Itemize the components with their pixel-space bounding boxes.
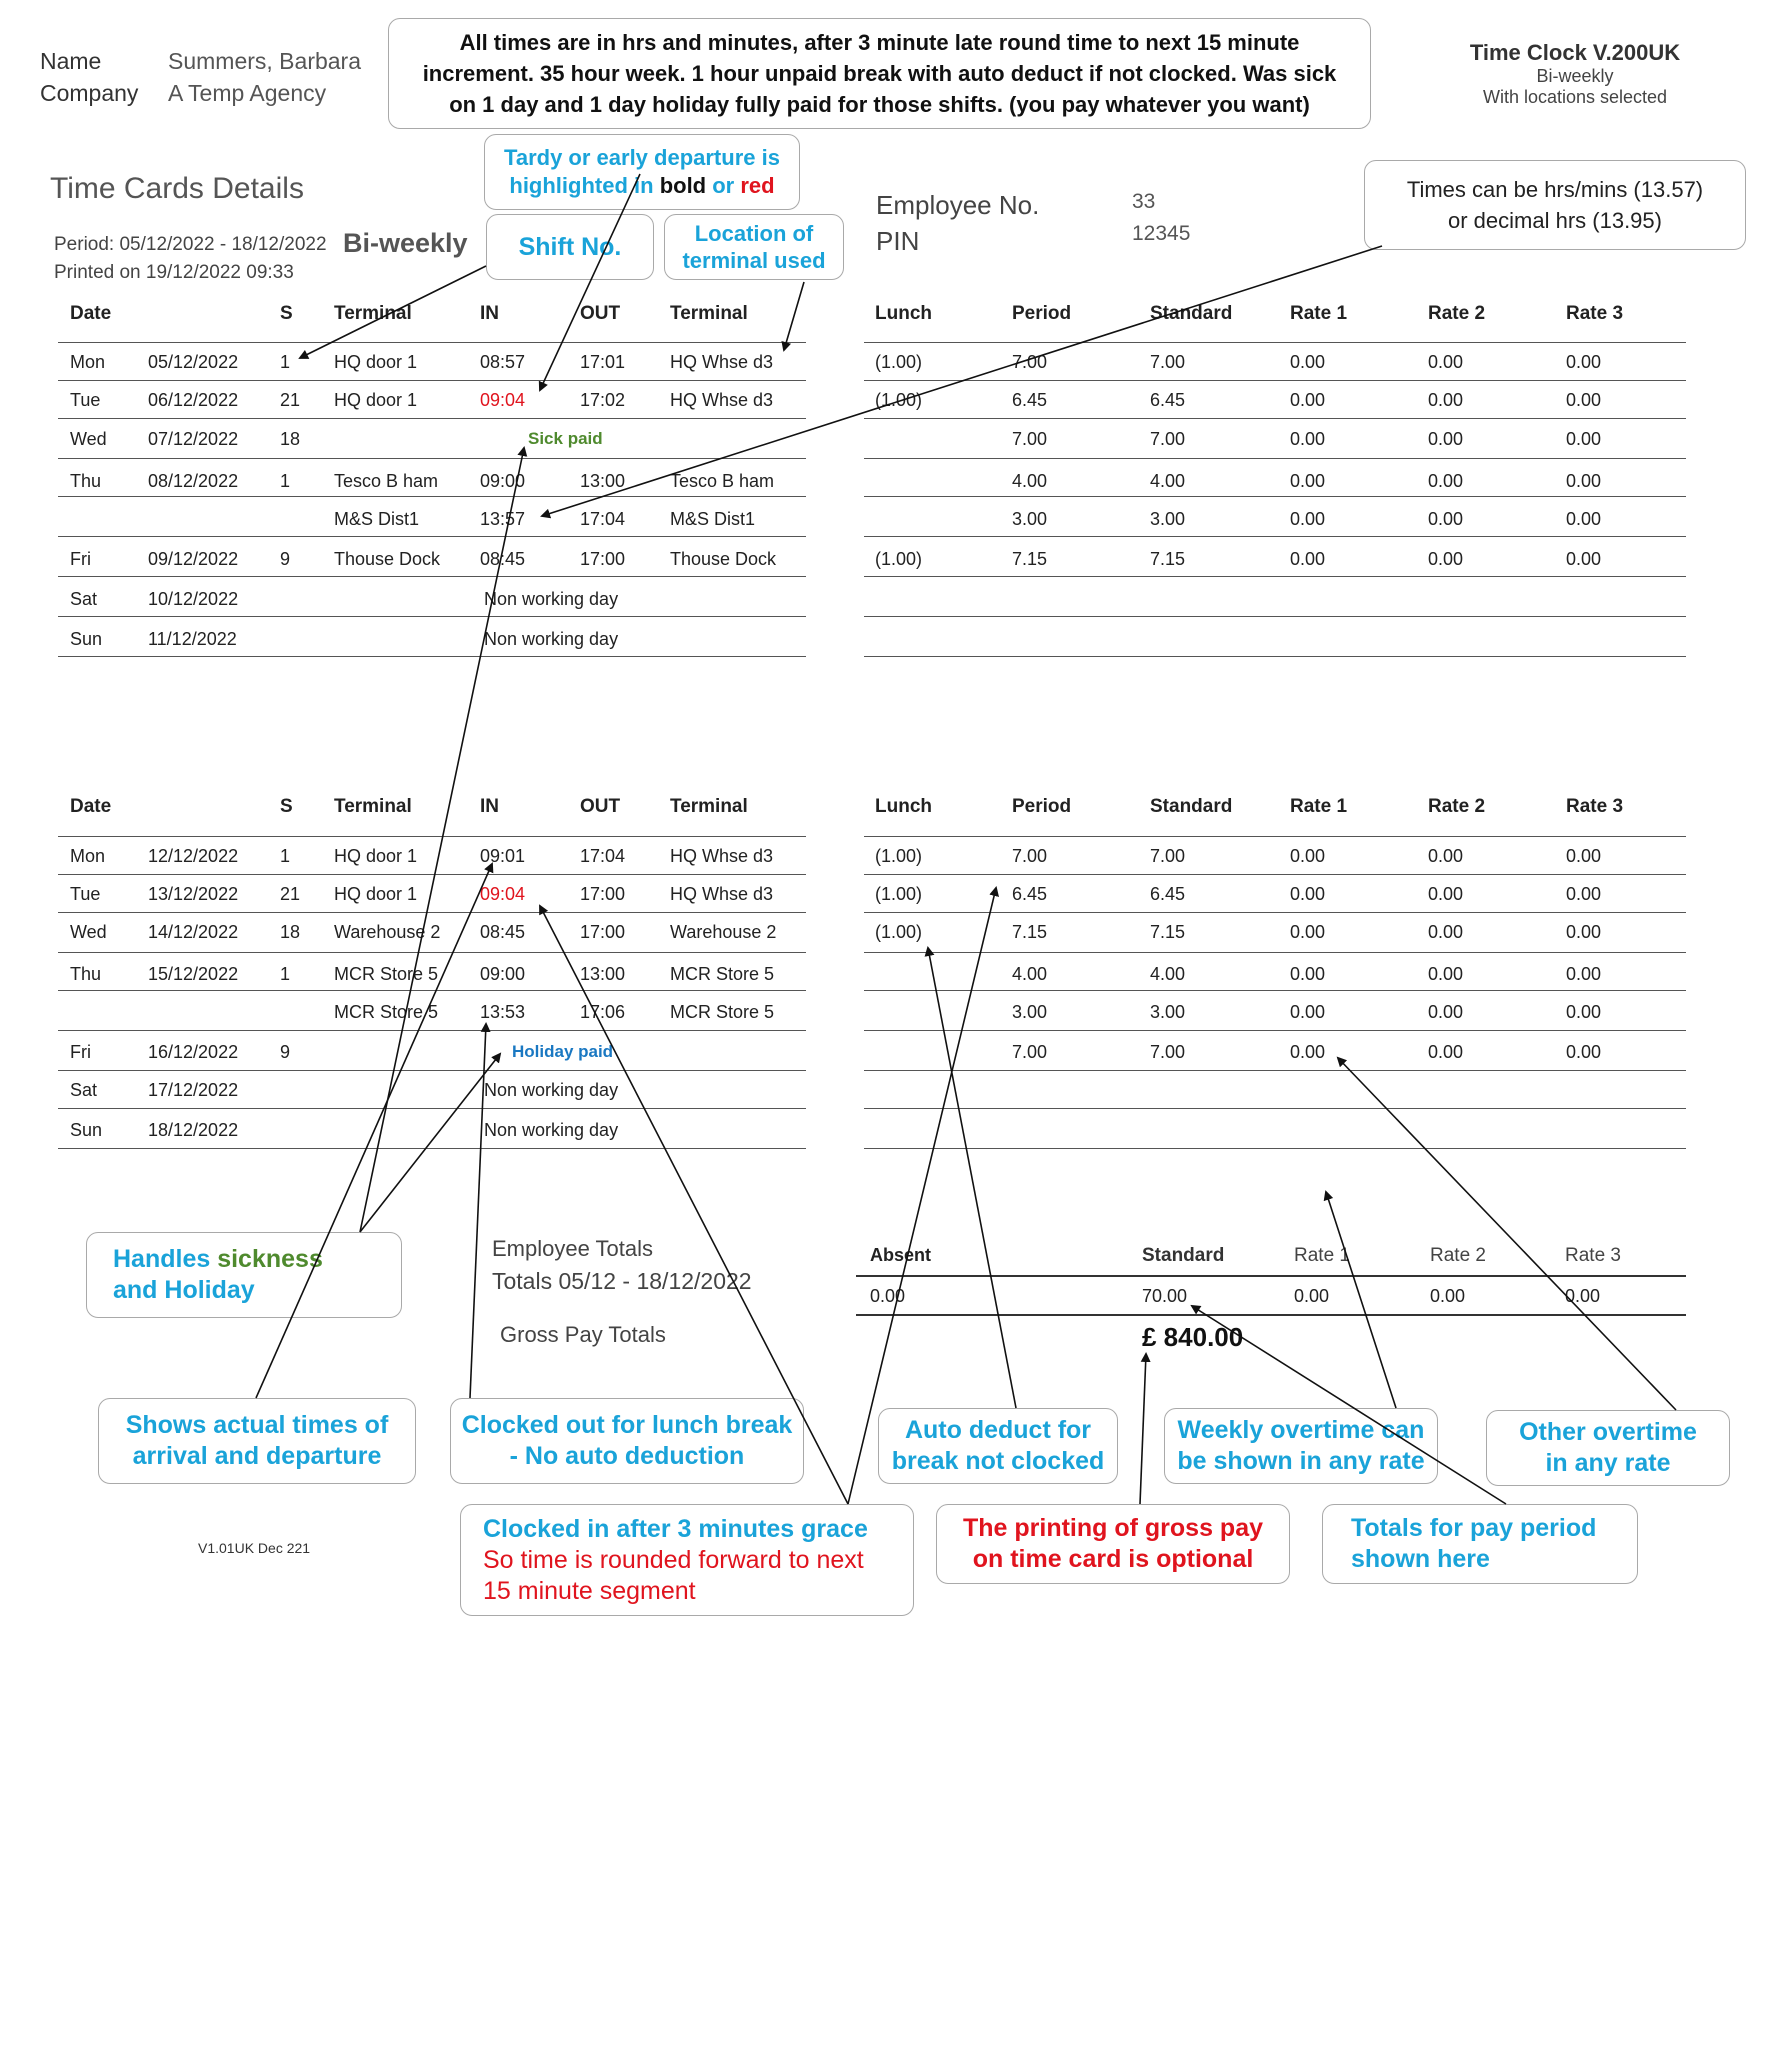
frequency-label: Bi-weekly (343, 228, 468, 258)
week2-cell-period: 6.45 (1012, 884, 1048, 904)
week2-head-left-0: Date (70, 796, 112, 817)
week1-cell-note: Non working day (484, 589, 619, 609)
week2-head-right-5: Rate 3 (1566, 796, 1624, 817)
week2-cell-period: 7.00 (1012, 1042, 1048, 1062)
week1-head-left-0: Date (70, 303, 112, 324)
totals-absent: 0.00 (870, 1286, 906, 1306)
callout-gross-line1: The printing of gross pay (962, 1514, 1263, 1542)
week1-head-right-4: Rate 2 (1428, 303, 1486, 324)
week1-cell-day: Fri (70, 549, 91, 569)
week2-cell-standard: 6.45 (1150, 884, 1186, 904)
totals-range: Totals 05/12 - 18/12/2022 (492, 1268, 752, 1294)
week1-cell-out: 17:02 (580, 390, 626, 410)
week1-cell-standard: 3.00 (1150, 509, 1186, 529)
week1-cell-period: 7.00 (1012, 429, 1048, 449)
callout-weekly-line2: be shown in any rate (1177, 1447, 1425, 1475)
arrow-shift (300, 266, 486, 358)
week2-cell-in: 09:00 (480, 964, 526, 984)
week2-cell-lunch: (1.00) (875, 884, 923, 904)
callout-lunch-line1: Clocked out for lunch break (461, 1411, 793, 1439)
week1-cell-date: 09/12/2022 (148, 549, 239, 569)
week1-cell-in: 08:57 (480, 352, 526, 372)
week1-cell-period: 7.15 (1012, 549, 1048, 569)
week1-cell-s: 9 (280, 549, 291, 569)
week2-cell-lunch: (1.00) (875, 846, 923, 866)
callout-times-line2: or decimal hrs (13.95) (1448, 208, 1662, 233)
printed-text: Printed on 19/12/2022 09:33 (54, 262, 294, 283)
totals-col-r1: Rate 1 (1294, 1245, 1350, 1266)
week1-head-right-3: Rate 1 (1290, 303, 1348, 324)
sick-text-b: sickness (217, 1245, 323, 1273)
week2-cell-in: 08:45 (480, 922, 526, 942)
week2-cell-s: 21 (280, 884, 301, 904)
week1-cell-period: 4.00 (1012, 471, 1048, 491)
week2-cell-t_in: HQ door 1 (334, 846, 418, 866)
week2-head-left-1: S (280, 796, 293, 817)
pin-value: 12345 (1132, 222, 1191, 245)
week2-cell-standard: 3.00 (1150, 1002, 1186, 1022)
week1-cell-r1: 0.00 (1290, 549, 1326, 569)
week1-cell-day: Sun (70, 629, 103, 649)
arrow-tardy (540, 174, 640, 390)
week2-cell-r2: 0.00 (1428, 922, 1464, 942)
week2-cell-s: 18 (280, 922, 301, 942)
week1-cell-in: 09:04 (480, 390, 526, 410)
week1-head-left-3: IN (480, 303, 499, 324)
callout-other-line2: in any rate (1545, 1449, 1671, 1477)
week1-head-left-5: Terminal (670, 303, 748, 324)
week1-cell-s: 1 (280, 471, 291, 491)
arrow-grace-2 (848, 888, 996, 1504)
week1-cell-standard: 6.45 (1150, 390, 1186, 410)
week1-cell-standard: 7.00 (1150, 352, 1186, 372)
week1-cell-note: Non working day (484, 629, 619, 649)
notice-line-1: All times are in hrs and minutes, after 3 minute late round time to next 15 minute (459, 30, 1300, 55)
week2-cell-in: 09:01 (480, 846, 526, 866)
week1-cell-r3: 0.00 (1566, 390, 1602, 410)
week2-cell-standard: 4.00 (1150, 964, 1186, 984)
callout-other-line1: Other overtime (1519, 1418, 1697, 1446)
week2-cell-r3: 0.00 (1566, 884, 1602, 904)
week2-cell-r1: 0.00 (1290, 1002, 1326, 1022)
week2-cell-t_in: MCR Store 5 (334, 1002, 439, 1022)
callout-gross-line2: on time card is optional (972, 1545, 1254, 1573)
page-title: Time Cards Details (50, 172, 304, 205)
sick-text-a: Handles (113, 1245, 218, 1273)
pin-label: PIN (876, 226, 920, 256)
week2-cell-date: 15/12/2022 (148, 964, 239, 984)
arrow-grace-1 (540, 906, 848, 1504)
period-text: Period: 05/12/2022 - 18/12/2022 (54, 234, 327, 255)
employee-no-label: Employee No. (876, 190, 1040, 220)
notice-line-3: on 1 day and 1 day holiday fully paid for those shifts. (you pay whatever you want) (449, 92, 1310, 117)
week1-cell-r2: 0.00 (1428, 352, 1464, 372)
week1-head-left-1: S (280, 303, 293, 324)
product-name: Time Clock V.200UK (1469, 40, 1681, 65)
week1-head-right-2: Standard (1150, 303, 1233, 324)
week2-cell-in: 13:53 (480, 1002, 526, 1022)
week2-cell-r2: 0.00 (1428, 1002, 1464, 1022)
arrow-totals (1192, 1306, 1506, 1504)
arrow-location (784, 282, 804, 350)
week2-cell-r3: 0.00 (1566, 922, 1602, 942)
week1-cell-in: 13:57 (480, 509, 526, 529)
notice-line-2: increment. 35 hour week. 1 hour unpaid break with auto deduct if not clocked. Was sick (422, 61, 1337, 86)
week1-cell-r3: 0.00 (1566, 429, 1602, 449)
callout-location-line1: Location of (694, 221, 814, 246)
week2-head-right-4: Rate 2 (1428, 796, 1486, 817)
week2-cell-date: 12/12/2022 (148, 846, 239, 866)
week2-cell-t_out: HQ Whse d3 (670, 884, 774, 904)
arrow-lunch (470, 1024, 486, 1398)
week1-cell-t_out: Tesco B ham (670, 471, 775, 491)
week1-cell-day: Thu (70, 471, 102, 491)
week2-cell-day: Tue (70, 884, 101, 904)
week2-cell-r2: 0.00 (1428, 964, 1464, 984)
week1-cell-t_out: M&S Dist1 (670, 509, 756, 529)
totals-standard: 70.00 (1142, 1286, 1188, 1306)
totals-r2: 0.00 (1430, 1286, 1466, 1306)
week2-cell-standard: 7.00 (1150, 846, 1186, 866)
week1-cell-t_in: Thouse Dock (334, 549, 441, 569)
totals-col-r2: Rate 2 (1430, 1245, 1486, 1266)
arrow-sick-1 (360, 448, 524, 1232)
week2-cell-s: 1 (280, 964, 291, 984)
week1-cell-date: 11/12/2022 (148, 629, 237, 649)
week2-cell-lunch: (1.00) (875, 922, 923, 942)
week2-cell-t_in: MCR Store 5 (334, 964, 439, 984)
week2-cell-note: Non working day (484, 1120, 619, 1140)
arrow-gross (1140, 1354, 1146, 1504)
week1-cell-lunch: (1.00) (875, 390, 923, 410)
week2-cell-out: 17:04 (580, 846, 626, 866)
totals-col-r3: Rate 3 (1565, 1245, 1621, 1266)
callout-sickness-line2: and Holiday (113, 1276, 255, 1304)
product-sub1: Bi-weekly (1536, 66, 1614, 86)
week2-cell-t_out: Warehouse 2 (670, 922, 777, 942)
callout-times-line1: Times can be hrs/mins (13.57) (1406, 177, 1704, 202)
week2-head-left-2: Terminal (334, 796, 412, 817)
week2-cell-day: Thu (70, 964, 102, 984)
week2-cell-period: 4.00 (1012, 964, 1048, 984)
week1-head-right-1: Period (1012, 303, 1072, 324)
week1-cell-r2: 0.00 (1428, 509, 1464, 529)
week2-cell-s: 1 (280, 846, 291, 866)
week2-cell-s: 9 (280, 1042, 291, 1062)
week1-cell-s: 18 (280, 429, 301, 449)
employee-no-value: 33 (1132, 190, 1156, 213)
week1-cell-date: 05/12/2022 (148, 352, 239, 372)
arrow-auto (928, 948, 1016, 1408)
week1-head-left-2: Terminal (334, 303, 412, 324)
week2-cell-date: 16/12/2022 (148, 1042, 239, 1062)
arrow-times (542, 246, 1382, 516)
week1-cell-standard: 7.15 (1150, 549, 1186, 569)
week1-cell-date: 06/12/2022 (148, 390, 239, 410)
arrow-other (1338, 1058, 1676, 1410)
week1-cell-r2: 0.00 (1428, 549, 1464, 569)
week2-cell-t_out: HQ Whse d3 (670, 846, 774, 866)
week2-head-left-3: IN (480, 796, 499, 817)
week1-cell-day: Sat (70, 589, 98, 609)
company-label: Company (40, 80, 139, 106)
week1-cell-day: Tue (70, 390, 101, 410)
name-value: Summers, Barbara (168, 48, 362, 74)
week1-cell-r3: 0.00 (1566, 549, 1602, 569)
week2-head-right-2: Standard (1150, 796, 1233, 817)
week2-cell-out: 17:00 (580, 922, 626, 942)
week1-cell-t_out: HQ Whse d3 (670, 390, 774, 410)
week2-cell-r3: 0.00 (1566, 846, 1602, 866)
tardy-text-a: highlighted in (509, 173, 660, 198)
week1-cell-note: Sick paid (528, 429, 603, 448)
gross-pay-label: Gross Pay Totals (500, 1322, 666, 1347)
week1-cell-r2: 0.00 (1428, 429, 1464, 449)
week2-cell-r2: 0.00 (1428, 1042, 1464, 1062)
week1-cell-s: 1 (280, 352, 291, 372)
week1-cell-r3: 0.00 (1566, 471, 1602, 491)
week1-cell-date: 07/12/2022 (148, 429, 239, 449)
week2-cell-r1: 0.00 (1290, 884, 1326, 904)
week2-head-right-3: Rate 1 (1290, 796, 1348, 817)
week2-cell-r1: 0.00 (1290, 846, 1326, 866)
callout-auto-line2: break not clocked (891, 1447, 1105, 1475)
week2-cell-period: 3.00 (1012, 1002, 1048, 1022)
week2-cell-r3: 0.00 (1566, 1002, 1602, 1022)
callout-lunch-line2: - No auto deduction (509, 1442, 745, 1470)
name-label: Name (40, 48, 102, 74)
week2-cell-r2: 0.00 (1428, 846, 1464, 866)
week2-cell-standard: 7.00 (1150, 1042, 1186, 1062)
week1-cell-in: 09:00 (480, 471, 526, 491)
employee-totals-heading: Employee Totals (492, 1236, 654, 1261)
arrow-actual (256, 864, 492, 1398)
callout-actual-line1: Shows actual times of (125, 1411, 389, 1439)
week1-cell-r1: 0.00 (1290, 509, 1326, 529)
week2-head-left-5: Terminal (670, 796, 748, 817)
week1-cell-t_in: HQ door 1 (334, 352, 418, 372)
product-sub2: With locations selected (1482, 87, 1668, 107)
week1-cell-day: Wed (70, 429, 107, 449)
week1-cell-out: 17:00 (580, 549, 626, 569)
week1-cell-standard: 7.00 (1150, 429, 1186, 449)
week2-cell-t_out: MCR Store 5 (670, 1002, 775, 1022)
week2-cell-date: 18/12/2022 (148, 1120, 239, 1140)
arrow-weekly (1326, 1192, 1396, 1408)
callout-grace-line3: 15 minute segment (483, 1576, 696, 1605)
footer-version: V1.01UK Dec 221 (198, 1540, 311, 1556)
week2-cell-t_in: HQ door 1 (334, 884, 418, 904)
callout-location-line2: terminal used (682, 248, 826, 273)
week1-cell-s: 21 (280, 390, 301, 410)
week1-cell-t_out: Thouse Dock (670, 549, 777, 569)
week2-cell-day: Sun (70, 1120, 103, 1140)
week2-cell-r3: 0.00 (1566, 964, 1602, 984)
week2-cell-note: Holiday paid (512, 1042, 614, 1061)
callout-tardy-line1: Tardy or early departure is (504, 145, 780, 170)
week1-cell-r3: 0.00 (1566, 509, 1602, 529)
callout-totals-line2: shown here (1351, 1545, 1490, 1573)
week2-cell-day: Mon (70, 846, 106, 866)
week1-cell-r1: 0.00 (1290, 471, 1326, 491)
week2-cell-out: 13:00 (580, 964, 626, 984)
totals-r3: 0.00 (1565, 1286, 1601, 1306)
week1-cell-t_in: M&S Dist1 (334, 509, 420, 529)
week1-cell-out: 13:00 (580, 471, 626, 491)
week1-cell-r1: 0.00 (1290, 352, 1326, 372)
week2-cell-r1: 0.00 (1290, 964, 1326, 984)
week1-cell-lunch: (1.00) (875, 352, 923, 372)
week2-cell-day: Wed (70, 922, 107, 942)
week1-head-right-0: Lunch (875, 303, 932, 324)
callout-weekly-line1: Weekly overtime can (1177, 1416, 1425, 1444)
week1-cell-r2: 0.00 (1428, 471, 1464, 491)
totals-r1: 0.00 (1294, 1286, 1330, 1306)
week2-cell-r1: 0.00 (1290, 1042, 1326, 1062)
week2-cell-day: Sat (70, 1080, 98, 1100)
week2-cell-in: 09:04 (480, 884, 526, 904)
week2-cell-r1: 0.00 (1290, 922, 1326, 942)
tardy-text-bold: bold (659, 173, 707, 198)
tardy-text-or: or (706, 173, 741, 198)
week1-cell-period: 7.00 (1012, 352, 1048, 372)
week2-cell-out: 17:06 (580, 1002, 626, 1022)
week2-cell-out: 17:00 (580, 884, 626, 904)
week2-cell-t_in: Warehouse 2 (334, 922, 441, 942)
callout-totals-line1: Totals for pay period (1351, 1514, 1597, 1542)
week2-head-left-4: OUT (580, 796, 621, 817)
tardy-text-red: red (740, 173, 775, 198)
week2-cell-standard: 7.15 (1150, 922, 1186, 942)
gross-pay-value: £ 840.00 (1142, 1322, 1244, 1352)
week2-cell-t_out: MCR Store 5 (670, 964, 775, 984)
week2-cell-r3: 0.00 (1566, 1042, 1602, 1062)
totals-col-standard: Standard (1142, 1245, 1225, 1266)
callout-shift-text: Shift No. (518, 232, 622, 261)
week1-cell-date: 10/12/2022 (148, 589, 239, 609)
callout-auto-line1: Auto deduct for (904, 1416, 1092, 1444)
week1-cell-r1: 0.00 (1290, 429, 1326, 449)
week2-cell-note: Non working day (484, 1080, 619, 1100)
week1-cell-t_out: HQ Whse d3 (670, 352, 774, 372)
week1-cell-lunch: (1.00) (875, 549, 923, 569)
week1-cell-r3: 0.00 (1566, 352, 1602, 372)
week1-head-right-5: Rate 3 (1566, 303, 1624, 324)
week1-cell-r1: 0.00 (1290, 390, 1326, 410)
week1-cell-period: 3.00 (1012, 509, 1048, 529)
callout-grace-line2: So time is rounded forward to next (483, 1545, 864, 1574)
week2-cell-day: Fri (70, 1042, 91, 1062)
week1-cell-out: 17:01 (580, 352, 626, 372)
week1-head-left-4: OUT (580, 303, 621, 324)
totals-col-absent: Absent (870, 1245, 932, 1265)
week2-cell-period: 7.00 (1012, 846, 1048, 866)
week1-cell-r2: 0.00 (1428, 390, 1464, 410)
company-value: A Temp Agency (168, 80, 327, 106)
week2-cell-date: 17/12/2022 (148, 1080, 239, 1100)
week1-cell-out: 17:04 (580, 509, 626, 529)
week2-cell-r2: 0.00 (1428, 884, 1464, 904)
week2-cell-period: 7.15 (1012, 922, 1048, 942)
week1-cell-period: 6.45 (1012, 390, 1048, 410)
week1-cell-day: Mon (70, 352, 106, 372)
week2-head-right-1: Period (1012, 796, 1072, 817)
week1-cell-t_in: Tesco B ham (334, 471, 439, 491)
callout-actual-line2: arrival and departure (132, 1442, 382, 1470)
week1-cell-date: 08/12/2022 (148, 471, 239, 491)
week1-cell-standard: 4.00 (1150, 471, 1186, 491)
week2-head-right-0: Lunch (875, 796, 932, 817)
callout-grace-line1: Clocked in after 3 minutes grace (483, 1514, 868, 1543)
week1-cell-t_in: HQ door 1 (334, 390, 418, 410)
week1-cell-in: 08:45 (480, 549, 526, 569)
week2-cell-date: 14/12/2022 (148, 922, 239, 942)
week2-cell-date: 13/12/2022 (148, 884, 239, 904)
